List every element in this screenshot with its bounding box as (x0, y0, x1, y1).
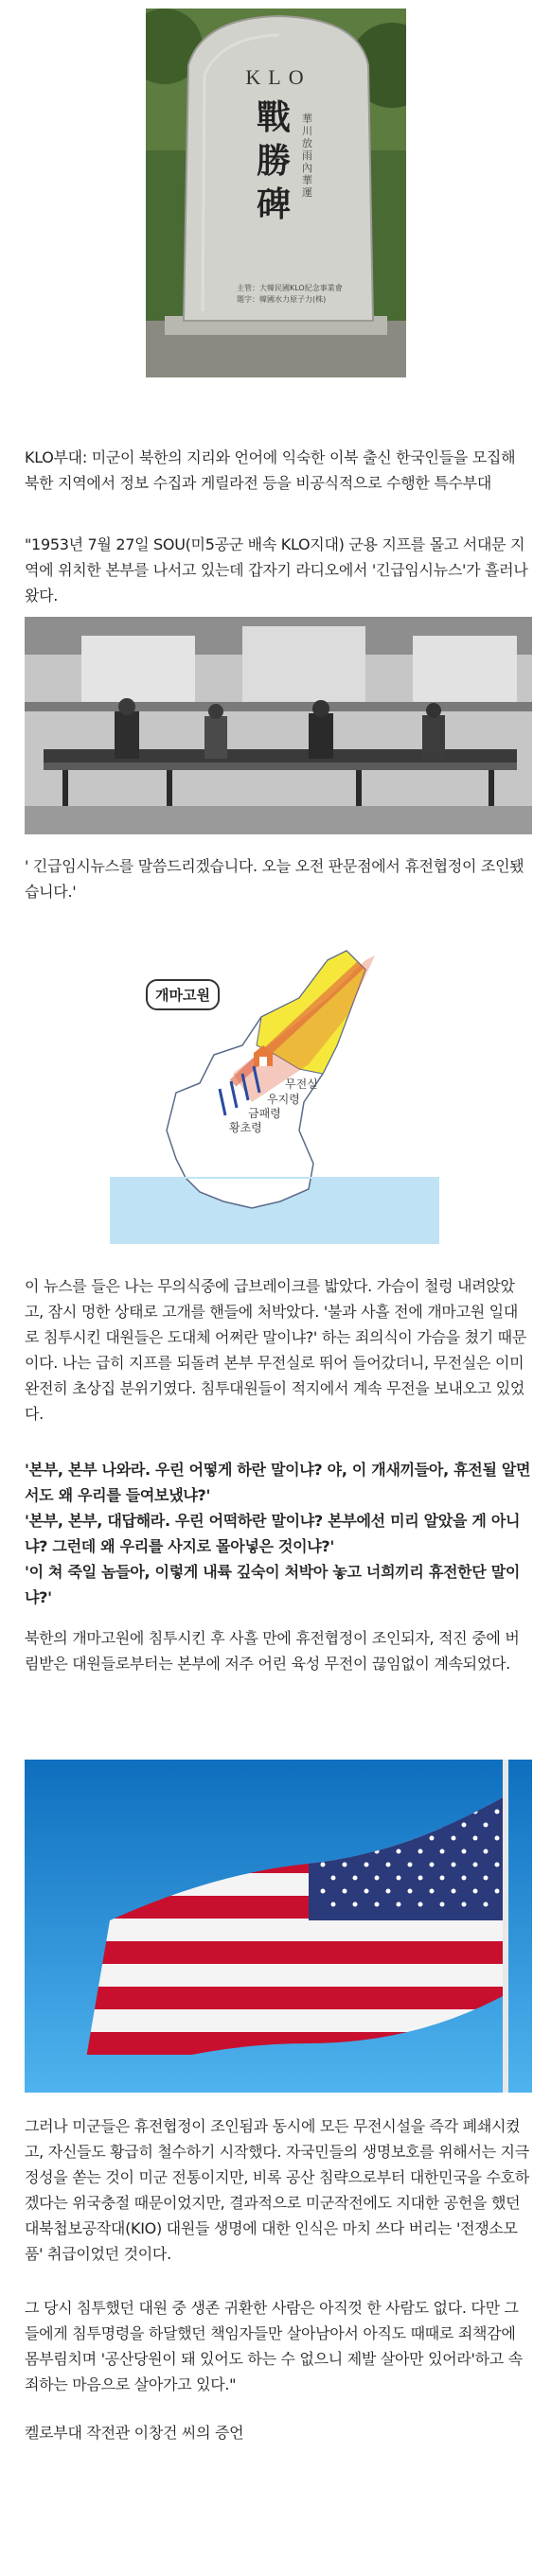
flag-star (418, 1876, 423, 1881)
map-station-label: 무전실 (285, 1078, 318, 1091)
map-station-label: 황초령 (229, 1121, 262, 1134)
armistice-hall-image (25, 617, 532, 834)
flag-star (440, 1902, 445, 1907)
flag-star (452, 1863, 456, 1867)
klo-memorial-photo (146, 9, 406, 377)
flag-star (397, 1849, 401, 1854)
flag-star (484, 1902, 489, 1907)
flag-star (462, 1849, 467, 1854)
flag-star (375, 1876, 380, 1881)
flag-star (484, 1823, 489, 1828)
flag-star (495, 1863, 500, 1867)
flag-star (440, 1849, 445, 1854)
flag-star (418, 1849, 423, 1854)
flag-star (321, 1889, 326, 1894)
flag-star (408, 1863, 413, 1867)
us-flag-image (25, 1760, 532, 2093)
map-station-label: 금패령 (248, 1107, 281, 1120)
radio-quote-2: '본부, 본부, 대답해라. 우린 어떡하란 말이냐? 본부에선 미리 알았을 게 아니냐? 그런데 왜 우리를 사지로 몰아넣은 것이냐?' (25, 1512, 521, 1555)
flag-star (343, 1889, 347, 1894)
flag-star (484, 1849, 489, 1854)
flag-star (473, 1863, 478, 1867)
flag-star (462, 1902, 467, 1907)
flag-star (353, 1876, 358, 1881)
flag-star (331, 1876, 336, 1881)
flag-star (408, 1889, 413, 1894)
flag-star (430, 1863, 435, 1867)
flag-star (375, 1902, 380, 1907)
flag-star (321, 1863, 326, 1867)
flag-star (462, 1823, 467, 1828)
news-quote-paragraph: ' 긴급임시뉴스를 말씀드리겠습니다. 오늘 오전 판문점에서 휴전협정이 조인됐습니다.' (25, 857, 524, 901)
flag-star (462, 1876, 467, 1881)
map-label-gaema-plateau: 개마고원 (146, 979, 220, 1010)
stone-bottom-line-1: 主管：大韓民國KLO紀念事業會 (237, 284, 343, 292)
flag-star (452, 1889, 456, 1894)
flag-star (364, 1889, 369, 1894)
radio-quote-1: '본부, 본부 나와라. 우린 어떻게 하란 말이냐? 야, 이 개새끼들아, 휴전될 알면서도 왜 우리를 들여보냈냐?' (25, 1461, 531, 1504)
armistice-signing-photo (25, 617, 532, 834)
flag-star (452, 1836, 456, 1841)
flag-star (364, 1863, 369, 1867)
radio-quote-3: '이 쳐 죽일 놈들아, 이렇게 내륙 깊숙이 처박아 놓고 너희끼리 휴전한단 말이냐?' (25, 1563, 521, 1606)
flag-stripe (62, 1941, 517, 1964)
map-station-label: 우지령 (267, 1093, 300, 1106)
us-withdrawal-paragraph: 그러나 미군들은 휴전협정이 조인됨과 동시에 모든 무전시설을 즉각 폐쇄시켰고, 자신들도 황급히 철수하기 시작했다. 자국민들의 생명보호를 위해서는 지극정성을 쏟는 것이 미군 전통이지만, 비록 공산 침략으로부터 대한민국을 수호하겠다는 위국충절 때문이었지만, 결과적으로 미군작전에도 지대한 공헌을 했던 대북첩보공작대(KIO) 대원들 생명에 대한 인식은 마치 쓰다 버리는 '전쟁소모품' 취급이었던 것이다. (25, 2117, 529, 2263)
flag-star (331, 1902, 336, 1907)
flag-stripe (62, 1964, 517, 1987)
aftermath-paragraph: 북한의 개마고원에 침투시킨 후 사흘 만에 휴전협정이 조인되자, 적진 중에 버림받은 대원들로부터는 본부에 저주 어린 육성 무전이 끊임없이 계속되었다. (25, 1629, 520, 1673)
shock-paragraph: 이 뉴스를 들은 나는 무의식중에 급브레이크를 밟았다. 가슴이 철렁 내려앉았고, 잠시 멍한 상태로 고개를 핸들에 처박았다. '불과 사흘 전에 개마고원 일대로 침투시킨 대원들은 도대체 어쩌란 말이냐?' 하는 죄의식이 가슴을 쳤기 때문이다. 나는 급히 지프를 되돌려 본부 무전실로 뛰어 들어갔더니, 무전실은 이미 완전히 초상집 분위기였다. 침투대원들이 적지에서 계속 무전을 보내오고 있었다. (25, 1277, 529, 1423)
flag-star (440, 1876, 445, 1881)
flag-star (418, 1902, 423, 1907)
flag-star (397, 1902, 401, 1907)
flag-star (343, 1863, 347, 1867)
american-flag-photo (25, 1760, 532, 2093)
flag-star (484, 1876, 489, 1881)
flag-star (430, 1889, 435, 1894)
flag-star (353, 1902, 358, 1907)
stone-main-text: 戰勝碑 (257, 97, 292, 224)
flag-star (495, 1889, 500, 1894)
flag-star (430, 1836, 435, 1841)
flag-star (386, 1889, 391, 1894)
flag-stripe (62, 1919, 517, 1941)
flag-star (495, 1836, 500, 1841)
flag-star (473, 1836, 478, 1841)
survivors-paragraph: 그 당시 침투했던 대원 중 생존 귀환한 사람은 아직껏 한 사람도 없다. 다만 그들에게 침투명령을 하달했던 책임자들만 살아남아서 아직도 때때로 죄책감에 몸부림치며 '공산당원이 돼 있어도 하는 수 없으니 제발 살아만 있어라'하고 속죄하는 마음으로 살아가고 있다." (25, 2299, 523, 2393)
stone-title: KLO (245, 65, 311, 89)
story-opening-paragraph: "1953년 7월 27일 SOU(미5공군 배속 KLO지대) 군용 지프를 몰고 서대문 지역에 위치한 본부를 나서고 있는데 갑자기 라디오에서 '긴급임시뉴스'가 흘러나왔다. (25, 535, 528, 605)
flag-star (397, 1876, 401, 1881)
flag-star (386, 1863, 391, 1867)
klo-definition-paragraph: KLO부대: 미군이 북한의 지리와 언어에 익숙한 이북 출신 한국인들을 모집해 북한 지역에서 정보 수집과 게릴라전 등을 비공식적으로 수행한 특수부대 (25, 448, 521, 492)
stone-sub-text: 華川放雨內華運 (302, 113, 312, 199)
flag-star (473, 1889, 478, 1894)
flag-stripe (62, 1987, 517, 2009)
korea-map (110, 941, 439, 1244)
stone-bottom-line-2: 題字：韓國水力原子力(株) (237, 295, 327, 304)
source-attribution: 켈로부대 작전관 이창건 씨의 증언 (25, 2424, 244, 2442)
flag-star (495, 1810, 500, 1814)
